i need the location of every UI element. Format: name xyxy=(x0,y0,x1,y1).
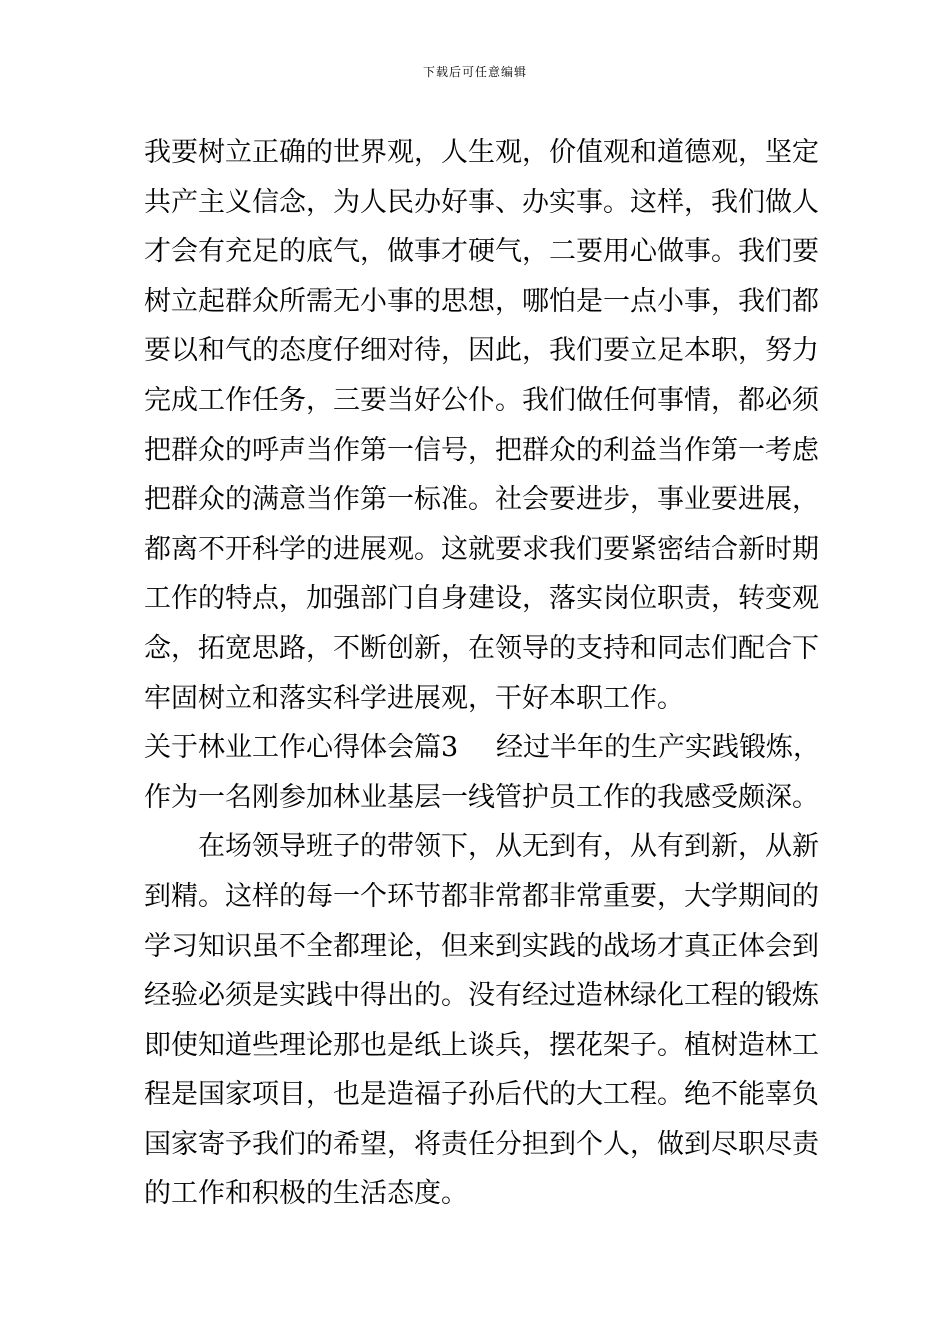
text-line: 要以和气的态度仔细对待，因此，我们要立足本职，努力 xyxy=(144,335,819,367)
section-3 xyxy=(144,723,820,822)
text-line: 国家寄予我们的希望，将责任分担到个人，做到尽职尽责 xyxy=(144,1128,819,1160)
paragraph-1 xyxy=(144,128,819,723)
text-line: 牢固树立和落实科学进展观，干好本职工作。 xyxy=(144,682,684,714)
text-line: 把群众的呼声当作第一信号，把群众的利益当作第一考虑 xyxy=(144,434,819,466)
section-heading: 关于林业工作心得体会篇3 xyxy=(144,732,459,764)
text-line: 都离不开科学的进展观。这就要求我们要紧密结合新时期 xyxy=(144,533,819,565)
text-line: 完成工作任务，三要当好公仆。我们做任何事情，都必须 xyxy=(144,384,819,416)
text-line: 工作的特点，加强部门自身建设，落实岗位职责，转变观 xyxy=(144,583,819,615)
text-line: 作为一名刚参加林业基层一线管护员工作的我感受颇深。 xyxy=(144,781,819,813)
text-line: 到精。这样的每一个环节都非常都非常重要，大学期间的 xyxy=(144,880,819,912)
text-line: 即使知道些理论那也是纸上谈兵，摆花架子。植树造林工 xyxy=(144,1029,819,1061)
paragraph-2 xyxy=(144,822,819,1219)
text-line: 才会有充足的底气，做事才硬气，二要用心做事。我们要 xyxy=(144,236,819,268)
text-line: 把群众的满意当作第一标准。社会要进步，事业要进展， xyxy=(144,484,819,516)
text-line: 我要树立正确的世界观，人生观，价值观和道德观，坚定 xyxy=(144,137,819,168)
text-line: 共产主义信念，为人民办好事、办实事。这样，我们做人 xyxy=(144,186,819,218)
document-body xyxy=(144,128,820,1219)
page-header: 下载后可任意编辑 xyxy=(422,65,527,79)
section-heading-tail: 经过半年的生产实践锻炼， xyxy=(496,732,820,764)
text-line: 在场领导班子的带领下，从无到有，从有到新，从新 xyxy=(198,831,819,863)
text-line: 经验必须是实践中得出的。没有经过造林绿化工程的锻炼 xyxy=(144,980,819,1012)
text-line: 的工作和积极的生活态度。 xyxy=(144,1178,468,1210)
text-line: 程是国家项目，也是造福子孙后代的大工程。绝不能辜负 xyxy=(144,1079,819,1111)
section-heading-line xyxy=(144,723,820,773)
text-line: 念，拓宽思路，不断创新，在领导的支持和同志们配合下 xyxy=(144,632,819,664)
text-line: 学习知识虽不全都理论，但来到实践的战场才真正体会到 xyxy=(144,930,819,962)
text-line: 树立起群众所需无小事的思想，哪怕是一点小事，我们都 xyxy=(144,285,819,317)
